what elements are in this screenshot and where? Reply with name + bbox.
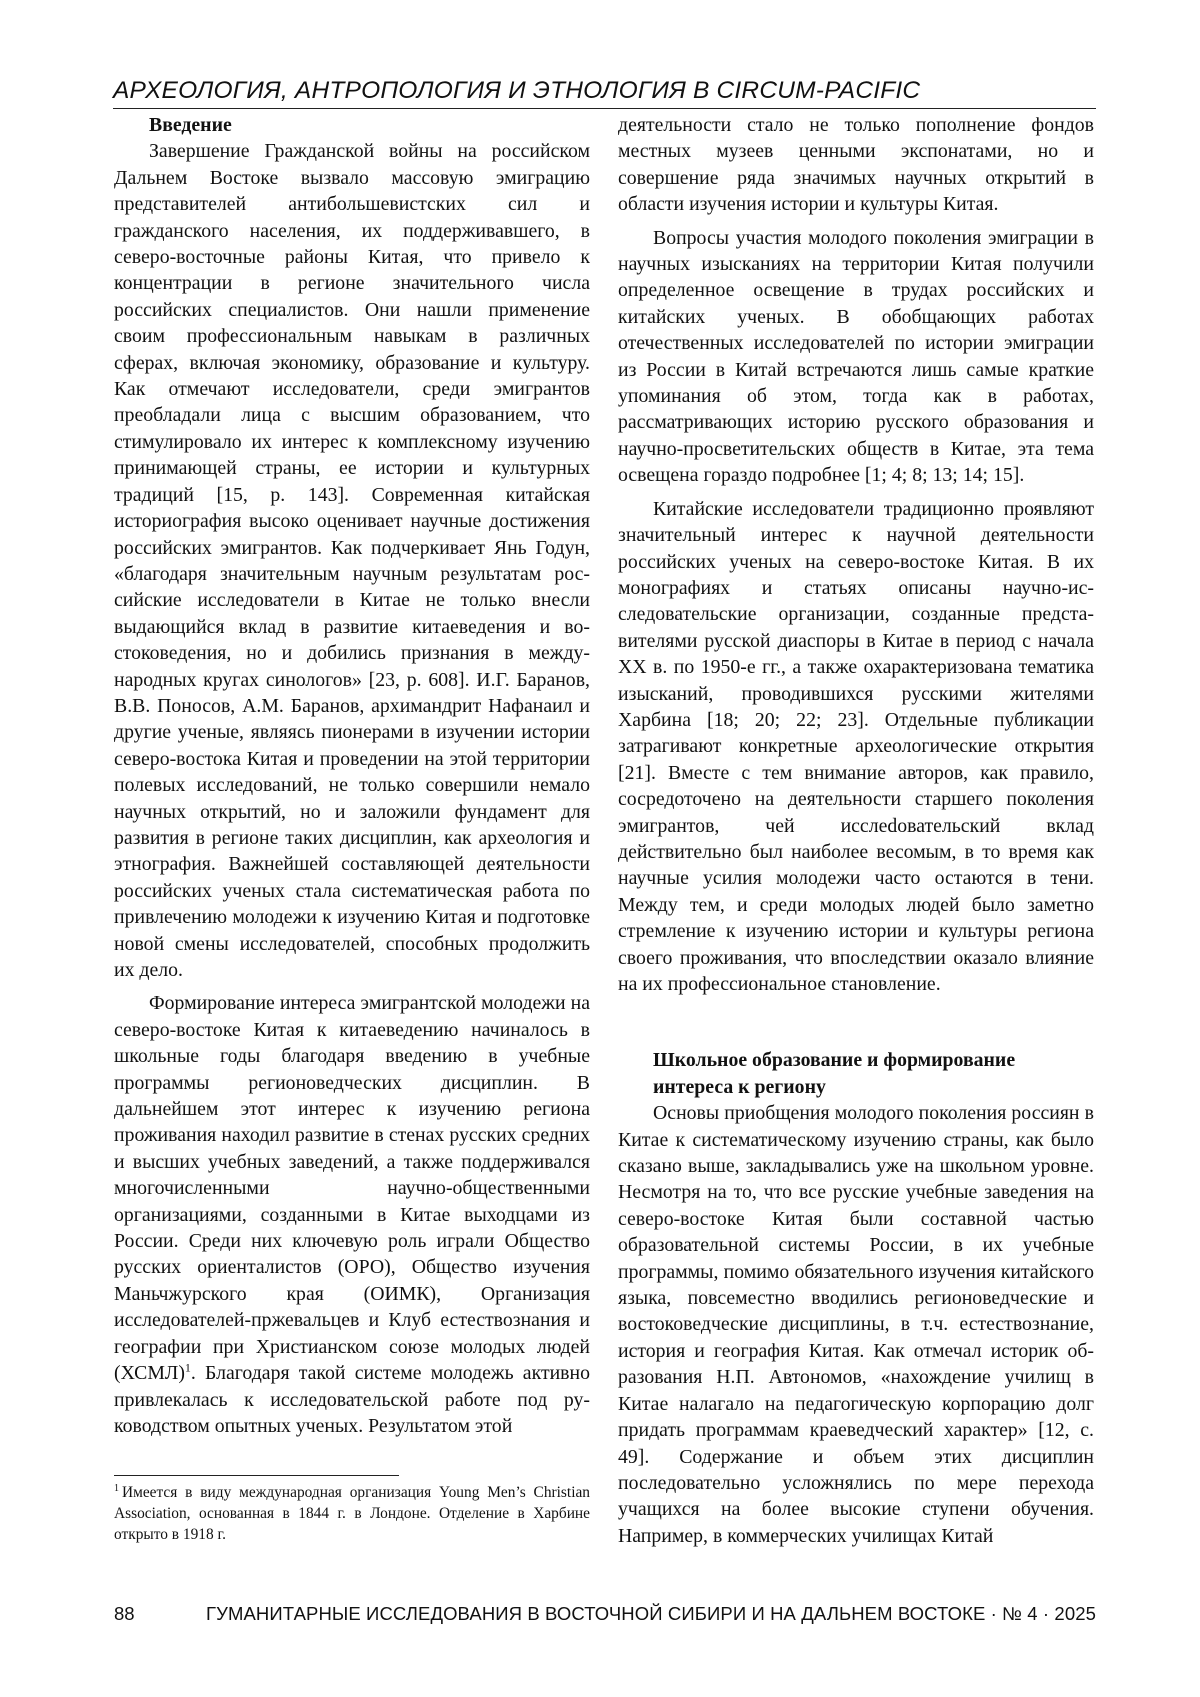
- footnote-text: Имеется в виду международная организация Young Men’s Christian Association, основанная в 1844 г. в Лондоне. Отделение в Харбине открыто в 1918 г.: [114, 1484, 590, 1543]
- footnote-mark: 1: [114, 1482, 119, 1494]
- running-title: АРХЕОЛОГИЯ, АНТРОПОЛОГИЯ И ЭТНОЛОГИЯ В CIRCUM-PACIFIC: [113, 77, 921, 104]
- paragraph-text: . Благодаря такой системе молодежь активно привлекалась к исследовательской работе под руководством опытных ученых. Результатом этой: [114, 1362, 590, 1437]
- paragraph-with-note: [114, 990, 590, 1439]
- footnote-reference[interactable]: 1: [184, 1360, 191, 1375]
- footnote: [114, 1482, 590, 1545]
- paragraph-continued: деятельности стало не только пополнение фондов местных музеев ценными экспонатами, но и совершение ряда значимых научных открытий в области изучения истории и культуры Китая.: [618, 114, 1094, 216]
- paragraph: Китайские исследователи традиционно проявляют значительный интерес к научной деятельности российских ученых на северо-востоке Китая. В их монографиях и статьях описаны научно-исследовательские организации, созданные представителями русской диаспоры в Китае в период с начала XX в. по 1950-е гг., а также охарактеризована тематика изысканий, проводившихся русскими жителями Харбина [18; 20; 22; 23]. Отдельные публикации затрагивают конкретные археологические открытия [21]. Вместе с тем внимание авторов, как правило, сосредоточено на деятельности старшего поколения эмигрантов, чей исслеdовательский вклад действительно был наиболее весомым, в то время как научные усилия молодежи часто остаются в тени. Между тем, и среди молодых людей было заметно стремление к изучению истории и культуры региона своего проживания, что впоследствии оказало влияние на их профессиональное становление.: [618, 497, 1094, 995]
- section-heading-school-education: Школьное образование и формирование интереса к региону: [653, 1049, 1016, 1098]
- footnote-rule: [114, 1475, 399, 1476]
- paragraph: Основы приобщения молодого поколения россиян в Китае к систематическому изучению страны, как было сказано выше, закладывались уже на школьном уровне. Несмотря на то, что все русские учебные заведения на северо-востоке Китая были составной частью образовательной системы России, в их учебные программы, помимо обязательного изучения китайского языка, повсеместно вводились регионоведческие и востоковедческие дисциплины, в т.ч. естествознание, история и география Китая. Как отмечал историк образования Н.П. Автономов, «нахождение училищ в Китае налагало на педагогическую корпорацию долг придать программам краеведческий характер» [12, с. 49]. Содержание и объем этих дисциплин последовательно усложнялись по мере перехода учащихся на более высокие ступени обучения. Например, в коммерческих училищах Китай: [618, 1102, 1094, 1547]
- journal-title-footer: ГУМАНИТАРНЫЕ ИССЛЕДОВАНИЯ В ВОСТОЧНОЙ СИБИРИ И НА ДАЛЬНЕМ ВОСТОКЕ · № 4 · 2025: [206, 1603, 1096, 1624]
- header-rule: [113, 108, 1096, 109]
- right-column: [618, 112, 1094, 1549]
- page-number: 88: [114, 1603, 135, 1624]
- section-heading-introduction: Введение: [149, 114, 232, 136]
- left-column: [114, 112, 590, 1439]
- paragraph: Вопросы участия молодого поколения эмиграции в научных изысканиях на территории Китая получили определенное освещение в трудах российских и китайских ученых. В обобщающих работах отечественных исследователей по истории эмиграции из России в Китай встречаются лишь самые краткие упоминания об этом, тогда как в работах, рассматривающих историю русского образования и научно-просветительских обществ в Китае, эта тема освещена гораздо подробнее [1; 4; 8; 13; 14; 15].: [618, 226, 1094, 487]
- paragraph-text: Формирование интереса эмигрантской молодежи на северо-востоке Китая к китаеведению начиналось в школьные годы благодаря введению в учебные программы регионоведческих дисциплин. В дальнейшем этот интерес к изучению региона проживания находил развитие в стенах русских средних и высших учебных заведений, а также поддерживался многочисленными научно-общественными организациями, созданными в Китае выходцами из России. Среди них ключевую роль играли Общество русских ориенталистов (ОРО), Общество изучения Маньчжурского края (ОИМК), Организация исследователей-пржевальцев и Клуб естествознания и географии при Христианском союзе молодых людей (ХСМЛ): [114, 992, 590, 1385]
- paragraph: Завершение Гражданской войны на российском Дальнем Востоке вызвало массовую эмиграцию представителей антибольшевистских сил и гражданского населения, их поддерживавшего, в северо-восточные районы Китая, что привело к концентрации в регионе значительного числа российских специалистов. Они нашли применение своим профессиональным навыкам в различных сферах, включая экономику, образование и культуру. Как отмечают исследователи, среди эмигрантов преобладали лица с высшим образованием, что стимулировало их интерес к комплексному изучению принимающей страны, ее истории и культурных традиций [15, p. 143]. Современная китайская историография высоко оценивает научные достижения российских эмигрантов. Как подчеркивает Янь Годун, «благодаря значительным научным результатам российские исследователи в Китае не только внесли выдающийся вклад в развитие китаеведения и востоковедения, но и добились признания в международных кругах синологов» [23, p. 608]. И.Г. Баранов, В.В. Поносов, А.М. Баранов, архимандрит Нафанаил и другие ученые, являясь пионерами в изучении истории северо-востока Китая и проведении на этой территории полевых исследований, не только совершили немало научных открытий, но и заложили фундамент для развития в регионе таких дисциплин, как археология и этнография. Важнейшей составляющей деятельности российских ученых стала систематическая работа по привлечению молодежи к изучению Китая и подготовке новой смены исследователей, способных продолжить их дело.: [114, 140, 590, 981]
